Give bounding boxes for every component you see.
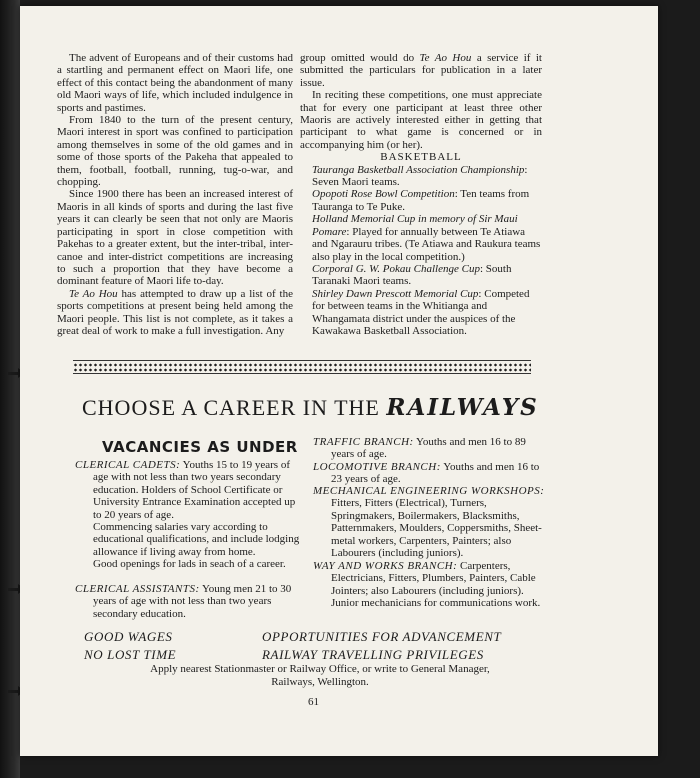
- mechanical-workshops-section: [313, 485, 549, 559]
- paragraph: [57, 288, 293, 338]
- job-text: Fitters, Fitters (Electrical), Turners, Springmakers, Boilermakers, Blacksmiths, Patternmakers, Moulders, Coppersmiths, Sheet-metal workers, Carpenters, Painters; also Labourers (including juniors).: [331, 497, 542, 560]
- no-lost-time-text: NO LOST TIME: [84, 647, 177, 662]
- decorative-border: [73, 373, 531, 374]
- magazine-page: [20, 6, 658, 756]
- advert-title: [82, 394, 542, 424]
- competition-entry: [300, 164, 542, 189]
- competition-entry: [300, 188, 542, 213]
- benefits-left: [84, 628, 176, 664]
- section-heading-basketball: BASKETBALL: [380, 151, 462, 164]
- competition-text: : Played for annually between Te Atiawa and Ngarauru tribes. (Te Atiawa and Raukura teams also play in the local competition.): [312, 225, 541, 263]
- job-listing: [75, 583, 303, 620]
- job-label: MECHANICAL ENGINEERING WORKSHOPS:: [313, 485, 545, 497]
- privileges-text: RAILWAY TRAVELLING PRIVILEGES: [262, 647, 484, 662]
- paragraph-text: a service if it submitted the particulars for publication in a later issue.: [300, 52, 542, 89]
- paragraph: From 1840 to the turn of the present century, Maori interest in sport was confined to participation among themselves in some of the old games and in some of those sports of the Pakeha that appealed to them, football, football, running, tug-o-war, and chopping.: [57, 114, 293, 189]
- page-number: 61: [308, 696, 319, 708]
- good-wages-text: GOOD WAGES: [84, 629, 173, 644]
- job-listing: [313, 560, 549, 610]
- competition-text: : Competed for between teams in the Whitianga and Whangamata district under the auspices of the Kawakawa Basketball Association.: [312, 287, 530, 337]
- article-left-column: [57, 52, 293, 337]
- article-right-column: [300, 52, 542, 337]
- publication-name: Te Ao Hou: [69, 287, 118, 300]
- job-label: LOCOMOTIVE BRANCH:: [313, 461, 441, 473]
- job-label: TRAFFIC BRANCH:: [313, 436, 414, 448]
- job-listing: [75, 459, 303, 521]
- way-and-works-section: [313, 560, 549, 610]
- job-listing: [313, 436, 549, 461]
- railways-wordmark: RAILWAYS: [386, 394, 539, 421]
- decorative-border: [73, 363, 531, 367]
- competition-entry: [300, 213, 542, 263]
- benefits-right: [262, 628, 501, 664]
- paragraph-text: has attempted to draw up a list of the sports competitions at present being held among the Maori people. This list is not complete, as it takes a great deal of work to make a full investigation. Any: [57, 287, 293, 337]
- competition-title: Corporal G. W. Pokau Challenge Cup: [312, 262, 480, 275]
- competition-text: : Seven Maori teams.: [312, 163, 528, 189]
- job-label: WAY AND WORKS BRANCH:: [313, 560, 458, 572]
- job-listing: [313, 485, 549, 559]
- advert-title-prefix: CHOOSE A CAREER IN THE: [82, 395, 380, 420]
- competition-text: : Ten teams from Tauranga to Te Puke.: [312, 188, 530, 213]
- job-note: Commencing salaries vary according to educational qualifications, and include lodging allowance if living away from home.: [93, 521, 300, 558]
- vacancies-heading: VACANCIES AS UNDER: [102, 438, 298, 456]
- decorative-border: [73, 368, 531, 372]
- competition-entry: [300, 288, 542, 338]
- competition-text: : South Taranaki Maori teams.: [312, 262, 512, 288]
- paragraph: [300, 52, 542, 89]
- competition-title: Shirley Dawn Prescott Memorial Cup: [312, 287, 479, 300]
- paragraph: The advent of Europeans and of their customs had a startling and permanent effect on Maori life, one effect of this contact being the abandonment of many old Maori ways of life, which included indulgence in sports and pastimes.: [57, 52, 293, 114]
- traffic-branch-section: [313, 436, 549, 461]
- competition-title: Holland Memorial Cup in memory of Sir Maui Pomare: [312, 213, 518, 238]
- paragraph: In reciting these competitions, one must appreciate that for every one participant at least three other Maoris are actively interested either in getting that participant to what game is concerned or in accompanying him (or her).: [300, 89, 542, 151]
- binder-edge: [0, 0, 20, 778]
- decorative-border: [73, 360, 531, 361]
- job-note: Good openings for lads in seach of a career.: [93, 558, 286, 571]
- job-text: Youths and men 16 to 23 years of age.: [331, 461, 540, 486]
- competition-entry: [300, 263, 542, 288]
- apply-instructions: Apply nearest Stationmaster or Railway Office, or write to General Manager, Railways, Wellington.: [150, 663, 490, 688]
- paragraph: Since 1900 there has been an increased interest of Maoris in all kinds of sports and during the last five years it can clearly be seen that not only are Maoris participating in sport in close competition with Pakehas to a greater extent, but the inter-tribal, inter-canoe and inter-district competitions are increasing to such a proportion that they have become a dominant feature of Maori life to-day.: [57, 188, 293, 288]
- paragraph-text: group omitted would do: [300, 52, 420, 64]
- job-text: Youths 15 to 19 years of age with not less than two years secondary education. Holders of School Certificate or University Entrance Examination accepted up to 20 years of age.: [93, 459, 296, 521]
- clerical-assistants-section: [75, 583, 303, 620]
- job-label: CLERICAL CADETS:: [75, 459, 181, 471]
- job-text: Young men 21 to 30 years of age with not less than two years secondary education.: [93, 583, 292, 620]
- competition-title: Tauranga Basketball Association Championship: [312, 163, 525, 176]
- job-label: CLERICAL ASSISTANTS:: [75, 583, 200, 595]
- job-text: Carpenters, Electricians, Fitters, Plumbers, Painters, Cable Jointers; also Labourers (including juniors). Junior mechanicians for communications work.: [331, 560, 541, 610]
- locomotive-branch-section: [313, 461, 549, 486]
- opportunities-text: OPPORTUNITIES FOR ADVANCEMENT: [262, 629, 502, 644]
- clerical-cadets-section: [75, 459, 303, 571]
- job-text: Youths and men 16 to 89 years of age.: [331, 436, 526, 461]
- competition-title: Opopoti Rose Bowl Competition: [312, 188, 455, 201]
- publication-name: Te Ao Hou: [419, 52, 472, 64]
- job-listing: [313, 461, 549, 486]
